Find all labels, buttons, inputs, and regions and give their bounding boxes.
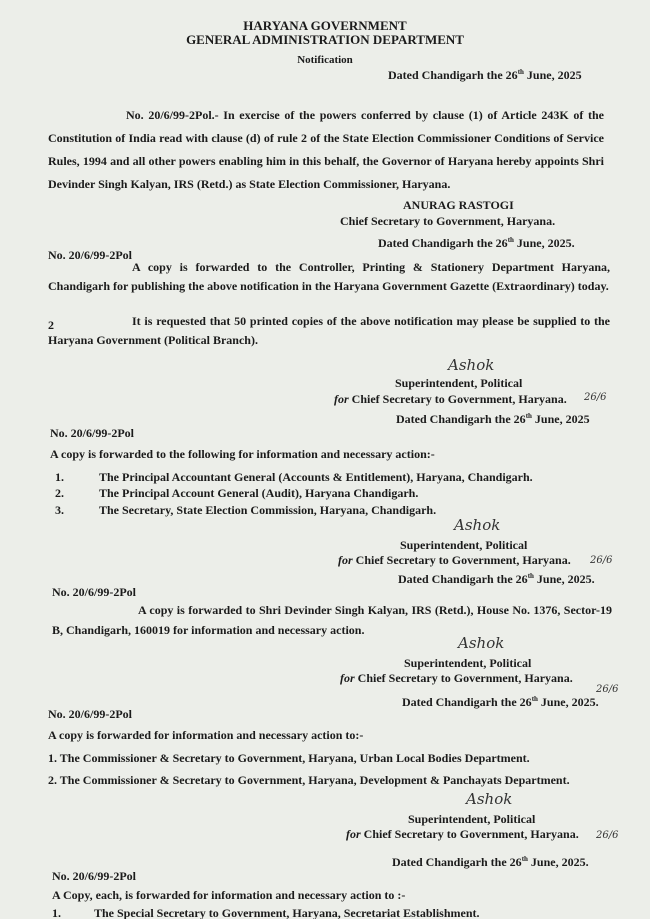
notification-date: Dated Chandigarh the 26th June, 2025	[388, 68, 582, 82]
endorsement-5-intro: A Copy, each, is forwarded for information and necessary action to :-	[52, 888, 406, 902]
endorsement-2-number: No. 20/6/99-2Pol	[50, 426, 134, 440]
initial-2: 26/6	[590, 555, 613, 566]
endorsement-4-number: No. 20/6/99-2Pol	[48, 707, 132, 721]
endorsement-2-item-2: 2. The Principal Account General (Audit), Haryana Chandigarh.	[55, 486, 419, 500]
initial-3: 26/6	[596, 684, 619, 695]
endorsement-1-body: A copy is forwarded to the Controller, Printing & Stationery Department Haryana, Chandigarh for publishing the above notification in the Haryana Government Gazette (Extraordinary) today.	[48, 260, 610, 293]
endorsement-3-body: A copy is forwarded to Shri Devinder Singh Kalyan, IRS (Retd.), House No. 1376, Sector-19 B, Chandigarh, 160019 for information and necessary action.	[52, 603, 612, 637]
endorsement-5-number: No. 20/6/99-2Pol	[52, 869, 136, 883]
endorsement-3-for: for Chief Secretary to Government, Haryana.	[340, 671, 573, 685]
initial-4: 26/6	[596, 830, 619, 841]
header-notification: Notification	[297, 54, 353, 66]
header-department: GENERAL ADMINISTRATION DEPARTMENT	[186, 32, 464, 47]
endorsement-2-intro: A copy is forwarded to the following for information and necessary action:-	[50, 447, 435, 461]
endorsement-4-date: Dated Chandigarh the 26th June, 2025.	[402, 695, 599, 709]
endorsement-2-date: Dated Chandigarh the 26th June, 2025	[396, 412, 590, 426]
signature-4: Ashok	[466, 790, 513, 808]
endorsement-1-for: for Chief Secretary to Government, Haryana.	[334, 392, 567, 406]
endorsement-3-date: Dated Chandigarh the 26th June, 2025.	[398, 572, 595, 586]
endorsement-4-intro: A copy is forwarded for information and necessary action to:-	[48, 728, 364, 742]
endorsement-4-superintendent: Superintendent, Political	[408, 812, 536, 826]
endorsement-4-item-1: 1. The Commissioner & Secretary to Government, Haryana, Urban Local Bodies Department.	[48, 751, 530, 765]
signature-1: Ashok	[448, 356, 495, 374]
notification-body: No. 20/6/99-2Pol.- In exercise of the powers conferred by clause (1) of Article 243K of the Constitution of India read with clause (d) of rule 2 of the State Election Commissioner Conditions of Service Rules, 1994 and all other powers enabling him in this behalf, the Governor of Haryana hereby appoints Shri Devinder Singh Kalyan, IRS (Retd.) as State Election Commissioner, Haryana.	[48, 108, 604, 191]
header-government: HARYANA GOVERNMENT	[243, 18, 407, 33]
endorsement-2-item-1: 1. The Principal Accountant General (Accounts & Entitlement), Haryana, Chandigarh.	[55, 470, 533, 484]
endorsement-3-number: No. 20/6/99-2Pol	[52, 585, 136, 599]
endorsement-2-superintendent: Superintendent, Political	[400, 538, 528, 552]
endorsement-5-item-1: 1. The Special Secretary to Government, Haryana, Secretariat Establishment.	[52, 906, 480, 919]
endorsement-1-request: It is requested that 50 printed copies of the above notification may please be supplied to the Haryana Government (Political Branch).	[48, 314, 610, 347]
endorsement-3-superintendent: Superintendent, Political	[404, 656, 532, 670]
endorsement-1-date: Dated Chandigarh the 26th June, 2025.	[378, 236, 575, 250]
endorsement-1-para-number: 2	[48, 318, 54, 332]
signature-3: Ashok	[458, 634, 505, 652]
endorsement-4-for: for Chief Secretary to Government, Haryana.	[346, 827, 579, 841]
endorsement-2-for: for Chief Secretary to Government, Haryana.	[338, 553, 571, 567]
endorsement-1-superintendent: Superintendent, Political	[395, 376, 523, 390]
signature-2: Ashok	[454, 516, 501, 534]
signatory-designation: Chief Secretary to Government, Haryana.	[340, 214, 556, 228]
initial-1: 26/6	[584, 392, 607, 403]
endorsement-1-number: No. 20/6/99-2Pol	[48, 248, 132, 262]
endorsement-5-date: Dated Chandigarh the 26th June, 2025.	[392, 855, 589, 869]
signatory-name: ANURAG RASTOGI	[403, 198, 514, 212]
endorsement-4-item-2: 2. The Commissioner & Secretary to Government, Haryana, Development & Panchayats Department.	[48, 773, 570, 787]
endorsement-2-item-3: 3. The Secretary, State Election Commission, Haryana, Chandigarh.	[55, 503, 437, 517]
